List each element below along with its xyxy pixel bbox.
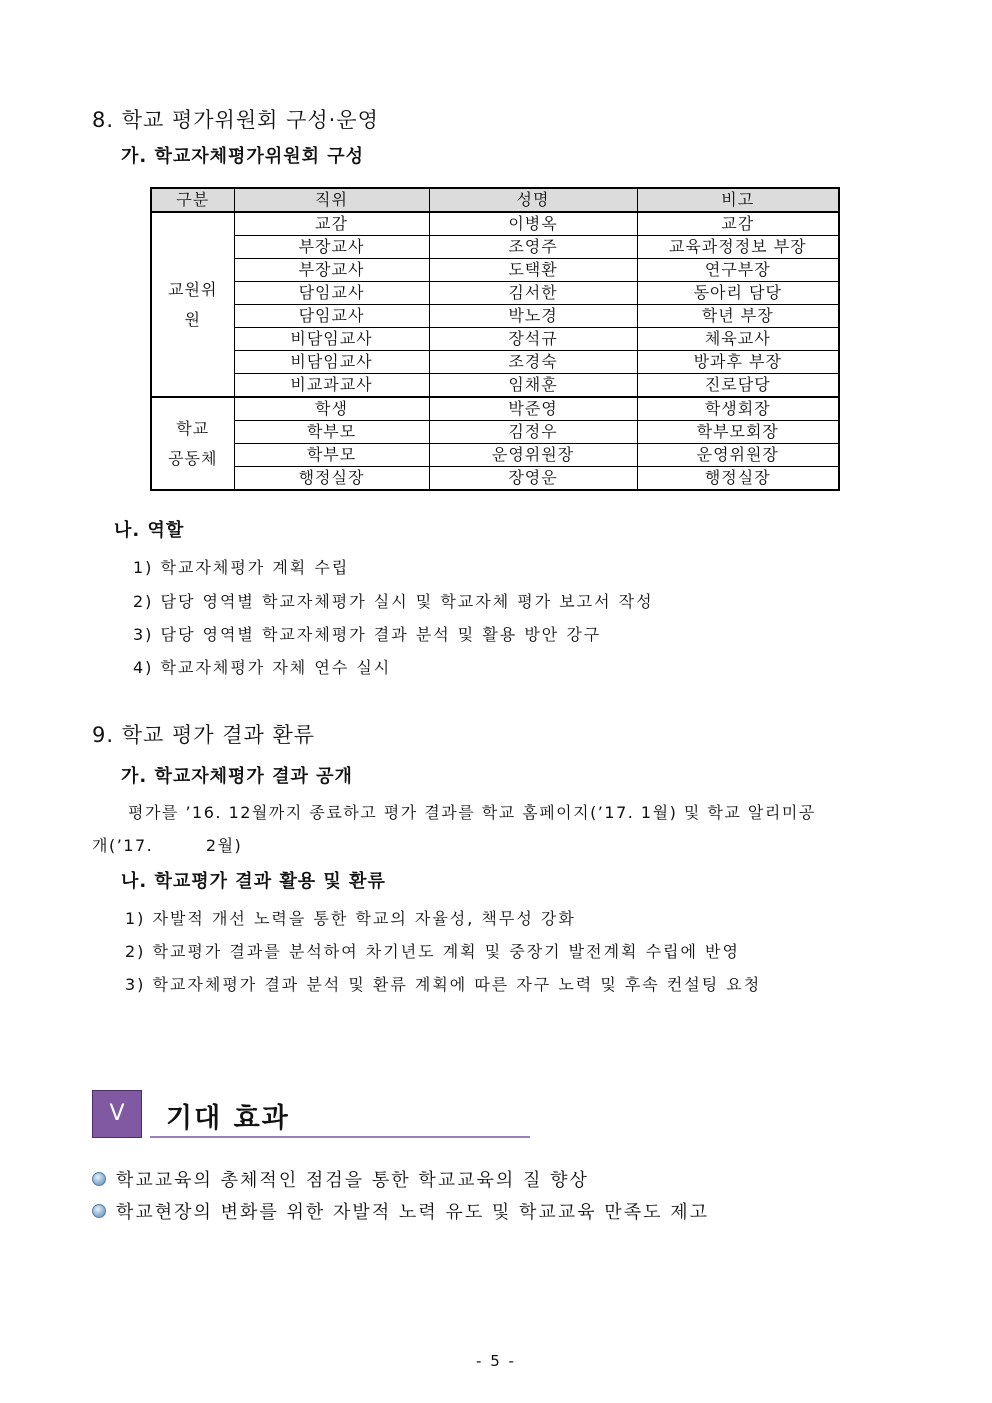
effect-text: 학교현장의 변화를 위한 자발적 노력 유도 및 학교교육 만족도 제고	[116, 1202, 709, 1223]
cell-note: 동아리 담당	[637, 282, 839, 305]
cell-position: 학부모	[234, 444, 429, 467]
cell-note: 교감	[637, 212, 839, 236]
cell-name: 김정우	[429, 421, 637, 444]
committee-table	[150, 187, 840, 491]
cell-position: 교감	[234, 212, 429, 236]
column-header: 성명	[429, 188, 637, 212]
effect-bullet-item	[92, 1166, 589, 1192]
group-label-community	[151, 397, 234, 490]
table-row	[151, 236, 839, 259]
cell-name: 김서한	[429, 282, 637, 305]
section-9-subtitle-b: 나. 학교평가 결과 활용 및 환류	[121, 871, 386, 892]
table-header-row	[151, 188, 839, 212]
table-row	[151, 444, 839, 467]
cell-name: 장석규	[429, 328, 637, 351]
cell-position: 부장교사	[234, 236, 429, 259]
table-row	[151, 421, 839, 444]
cell-name: 박노경	[429, 305, 637, 328]
role-item: 4) 학교자체평가 자체 연수 실시	[133, 658, 392, 677]
effect-bullet-item	[92, 1198, 709, 1224]
table-row	[151, 467, 839, 491]
table-row	[151, 374, 839, 398]
feedback-item: 2) 학교평가 결과를 분석하여 차기년도 계획 및 중장기 발전계획 수립에 반영	[125, 942, 740, 961]
section-numeral-badge: V	[92, 1090, 142, 1138]
cell-note: 행정실장	[637, 467, 839, 491]
cell-position: 학부모	[234, 421, 429, 444]
cell-position: 담임교사	[234, 282, 429, 305]
disclosure-paragraph-line1: 평가를 ’16. 12월까지 종료하고 평가 결과를 학교 홈페이지(’17. 1월) 및 학교 알리미공	[128, 803, 816, 822]
disclosure-paragraph-line2: 개(’17. 2월)	[92, 836, 243, 855]
table-row	[151, 328, 839, 351]
section-9-title: 9. 학교 평가 결과 환류	[92, 723, 316, 747]
feedback-item: 1) 자발적 개선 노력을 통한 학교의 자율성, 책무성 강화	[125, 909, 576, 928]
role-item: 1) 학교자체평가 계획 수립	[133, 558, 350, 577]
cell-position: 담임교사	[234, 305, 429, 328]
table-row	[151, 397, 839, 421]
cell-name: 박준영	[429, 397, 637, 421]
group-label-line: 공동체	[168, 448, 218, 468]
role-item: 2) 담당 영역별 학교자체평가 실시 및 학교자체 평가 보고서 작성	[133, 592, 654, 611]
role-item: 3) 담당 영역별 학교자체평가 결과 분석 및 활용 방안 강구	[133, 625, 602, 644]
cell-name: 조경숙	[429, 351, 637, 374]
cell-name: 장영운	[429, 467, 637, 491]
section-9-subtitle-a: 가. 학교자체평가 결과 공개	[121, 766, 353, 787]
cell-name: 임채훈	[429, 374, 637, 398]
column-header: 비고	[637, 188, 839, 212]
section-v-title: 기대 효과	[166, 1103, 290, 1134]
cell-note: 교육과정정보 부장	[637, 236, 839, 259]
cell-note: 학생회장	[637, 397, 839, 421]
cell-name: 운영위원장	[429, 444, 637, 467]
feedback-item: 3) 학교자체평가 결과 분석 및 환류 계획에 따른 자구 노력 및 후속 컨설팅 요청	[125, 975, 762, 994]
cell-position: 학생	[234, 397, 429, 421]
group-label-line: 학교	[176, 418, 210, 438]
cell-position: 부장교사	[234, 259, 429, 282]
group-label-line: 원	[184, 309, 201, 329]
cell-position: 비담임교사	[234, 328, 429, 351]
cell-note: 방과후 부장	[637, 351, 839, 374]
section-8-title: 8. 학교 평가위원회 구성·운영	[92, 108, 379, 132]
cell-note: 운영위원장	[637, 444, 839, 467]
group-label-teachers	[151, 212, 234, 397]
section-8-subtitle-b: 나. 역할	[114, 520, 185, 541]
effect-text: 학교교육의 총체적인 점검을 통한 학교교육의 질 향상	[116, 1170, 589, 1191]
cell-position: 행정실장	[234, 467, 429, 491]
cell-note: 학년 부장	[637, 305, 839, 328]
table-row	[151, 305, 839, 328]
cell-note: 연구부장	[637, 259, 839, 282]
cell-position: 비교과교사	[234, 374, 429, 398]
table-row	[151, 212, 839, 236]
page-number: - 5 -	[476, 1352, 516, 1370]
section-8-subtitle-a: 가. 학교자체평가위원회 구성	[121, 146, 365, 167]
column-header: 구분	[151, 188, 234, 212]
bullet-circle-icon	[92, 1204, 106, 1218]
cell-note: 진로담당	[637, 374, 839, 398]
section-title-underline	[150, 1136, 530, 1138]
table-row	[151, 282, 839, 305]
table-row	[151, 351, 839, 374]
column-header: 직위	[234, 188, 429, 212]
bullet-circle-icon	[92, 1172, 106, 1186]
table-row	[151, 259, 839, 282]
cell-note: 체육교사	[637, 328, 839, 351]
cell-name: 도택환	[429, 259, 637, 282]
cell-name: 이병옥	[429, 212, 637, 236]
cell-position: 비담임교사	[234, 351, 429, 374]
group-label-line: 교원위	[168, 279, 218, 299]
cell-note: 학부모회장	[637, 421, 839, 444]
cell-name: 조영주	[429, 236, 637, 259]
